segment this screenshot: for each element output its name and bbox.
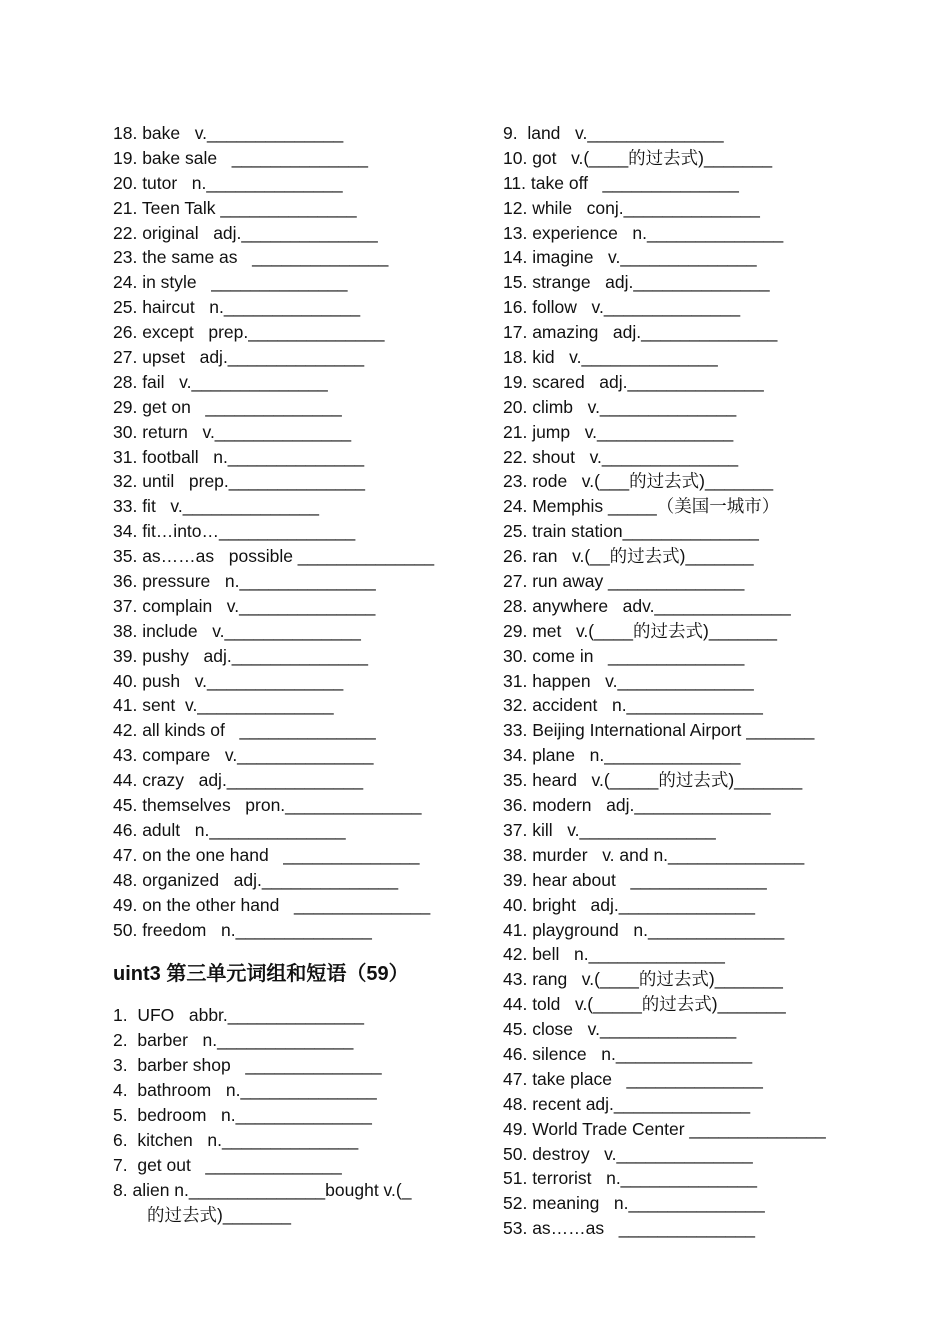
list-item bbox=[503, 843, 848, 868]
item-text: Memphis _____（美国一城市） bbox=[527, 496, 780, 517]
list-item bbox=[503, 868, 848, 893]
list-item bbox=[113, 693, 483, 718]
item-text: return v.______________ bbox=[137, 421, 352, 442]
item-number: 25. bbox=[113, 297, 138, 318]
list-item bbox=[113, 893, 483, 918]
item-text: land v.______________ bbox=[517, 123, 724, 143]
list-item bbox=[503, 669, 848, 694]
item-number: 46. bbox=[503, 1043, 528, 1064]
list-item bbox=[503, 295, 848, 320]
item-text: experience n.______________ bbox=[527, 222, 784, 243]
item-number: 27. bbox=[113, 347, 138, 368]
list-item bbox=[503, 718, 848, 743]
item-number: 37. bbox=[503, 819, 528, 840]
item-number: 30. bbox=[503, 645, 528, 666]
item-number: 43. bbox=[113, 745, 138, 766]
item-number: 43. bbox=[503, 969, 528, 990]
list-item bbox=[113, 1028, 483, 1053]
item-text: imagine v.______________ bbox=[527, 247, 757, 268]
item-number: 11. bbox=[503, 172, 527, 193]
item-number: 35. bbox=[113, 546, 138, 567]
list-item bbox=[503, 1142, 848, 1167]
list-item bbox=[113, 718, 483, 743]
item-text: fit v.______________ bbox=[137, 496, 319, 517]
item-number: 31. bbox=[113, 446, 138, 467]
list-item bbox=[503, 245, 848, 270]
item-number: 31. bbox=[503, 670, 528, 691]
item-number: 48. bbox=[503, 1093, 528, 1114]
item-number: 21. bbox=[503, 421, 528, 442]
list-item bbox=[113, 146, 483, 171]
item-text: rang v.(____的过去式)_______ bbox=[527, 969, 783, 990]
item-text: train station______________ bbox=[527, 521, 759, 542]
item-text: complain v.______________ bbox=[137, 595, 376, 616]
list-item bbox=[503, 942, 848, 967]
item-number: 27. bbox=[503, 571, 528, 592]
item-number: 29. bbox=[113, 396, 138, 417]
list-item bbox=[113, 320, 483, 345]
item-number: 18. bbox=[503, 347, 528, 368]
item-number: 17. bbox=[503, 322, 528, 343]
item-text: got v.(____的过去式)_______ bbox=[527, 147, 773, 168]
item-text: rode v.(___的过去式)_______ bbox=[527, 471, 774, 492]
item-text: bedroom n.______________ bbox=[127, 1104, 372, 1125]
item-text: push v.______________ bbox=[137, 670, 344, 691]
item-number: 8. bbox=[113, 1179, 128, 1200]
list-item bbox=[503, 918, 848, 943]
left-column bbox=[113, 121, 483, 1227]
item-number: 53. bbox=[503, 1218, 528, 1239]
item-text: strange adj.______________ bbox=[527, 272, 770, 293]
item-number: 7. bbox=[113, 1154, 128, 1175]
item-number: 37. bbox=[113, 595, 138, 616]
list-item bbox=[503, 270, 848, 295]
item-text: bake sale ______________ bbox=[137, 147, 368, 168]
list-item bbox=[503, 1216, 848, 1241]
item-text: Beijing International Airport _______ bbox=[527, 720, 815, 741]
section-heading: uint3 第三单元词组和短语（59） bbox=[113, 963, 409, 986]
item-text: pushy adj.______________ bbox=[137, 645, 368, 666]
item-number: 38. bbox=[113, 620, 138, 641]
item-text: take off ______________ bbox=[526, 172, 739, 193]
item-text: shout v.______________ bbox=[527, 446, 739, 467]
item-text: on the other hand ______________ bbox=[137, 894, 431, 915]
item-number: 21. bbox=[113, 197, 138, 218]
item-number: 39. bbox=[503, 869, 528, 890]
item-text: except prep.______________ bbox=[137, 322, 385, 343]
item-text: until prep.______________ bbox=[137, 471, 366, 492]
item-number: 15. bbox=[503, 272, 528, 293]
list-item bbox=[113, 469, 483, 494]
item-text: heard v.(_____的过去式)_______ bbox=[527, 770, 803, 791]
list-item bbox=[113, 1153, 483, 1178]
item-number: 52. bbox=[503, 1193, 528, 1214]
list-item bbox=[503, 320, 848, 345]
list-item bbox=[113, 395, 483, 420]
item-number: 36. bbox=[113, 571, 138, 592]
list-item bbox=[113, 544, 483, 569]
list-item bbox=[113, 121, 483, 146]
item-number: 20. bbox=[503, 396, 528, 417]
item-number: 6. bbox=[113, 1129, 128, 1150]
item-text: told v.(_____的过去式)_______ bbox=[527, 994, 786, 1015]
list-item bbox=[503, 1092, 848, 1117]
list-item bbox=[503, 967, 848, 992]
list-item bbox=[113, 519, 483, 544]
list-item bbox=[503, 420, 848, 445]
item-text: adult n.______________ bbox=[137, 819, 346, 840]
item-text: bell n.______________ bbox=[527, 944, 725, 965]
list-item bbox=[503, 569, 848, 594]
item-number: 44. bbox=[503, 994, 528, 1015]
item-number: 50. bbox=[503, 1143, 528, 1164]
list-item bbox=[503, 1166, 848, 1191]
item-number: 2. bbox=[113, 1030, 128, 1051]
item-number: 35. bbox=[503, 770, 528, 791]
item-number: 46. bbox=[113, 819, 138, 840]
item-text: kill v.______________ bbox=[527, 819, 716, 840]
item-number: 24. bbox=[503, 496, 528, 517]
item-number: 47. bbox=[113, 844, 138, 865]
item-text: UFO abbr.______________ bbox=[127, 1005, 365, 1026]
list-item bbox=[113, 1053, 483, 1078]
item-text: murder v. and n.______________ bbox=[527, 844, 805, 865]
item-number: 38. bbox=[503, 844, 528, 865]
item-number: 24. bbox=[113, 272, 138, 293]
item-text: recent adj.______________ bbox=[527, 1093, 751, 1114]
item-number: 32. bbox=[113, 471, 138, 492]
item-number: 33. bbox=[503, 720, 528, 741]
item-number: 14. bbox=[503, 247, 528, 268]
list-item bbox=[503, 992, 848, 1017]
item-number: 22. bbox=[503, 446, 528, 467]
list-item bbox=[113, 270, 483, 295]
right-column bbox=[503, 121, 848, 1241]
item-number: 23. bbox=[503, 471, 528, 492]
item-number: 29. bbox=[503, 620, 528, 641]
item-number: 30. bbox=[113, 421, 138, 442]
item-text: themselves pron.______________ bbox=[137, 795, 422, 816]
item-text: amazing adj.______________ bbox=[527, 322, 778, 343]
list-item bbox=[113, 196, 483, 221]
list-item bbox=[113, 669, 483, 694]
item-text: football n.______________ bbox=[137, 446, 365, 467]
list-item bbox=[113, 1178, 483, 1228]
item-text: sent v.______________ bbox=[137, 695, 334, 716]
item-number: 47. bbox=[503, 1068, 528, 1089]
item-number: 18. bbox=[113, 123, 138, 143]
list-item bbox=[113, 221, 483, 246]
item-text: include v.______________ bbox=[137, 620, 361, 641]
item-text: while conj.______________ bbox=[527, 197, 760, 218]
item-text: pressure n.______________ bbox=[137, 571, 376, 592]
item-number: 1. bbox=[113, 1005, 128, 1026]
list-item bbox=[113, 295, 483, 320]
list-item bbox=[113, 1128, 483, 1153]
item-number: 19. bbox=[113, 147, 138, 168]
list-item bbox=[503, 693, 848, 718]
list-item bbox=[503, 445, 848, 470]
list-item bbox=[503, 345, 848, 370]
item-number: 22. bbox=[113, 222, 138, 243]
item-text: jump v.______________ bbox=[527, 421, 734, 442]
item-text: met v.(____的过去式)_______ bbox=[527, 620, 777, 641]
list-item bbox=[503, 743, 848, 768]
list-item bbox=[503, 818, 848, 843]
list-item bbox=[113, 445, 483, 470]
item-number: 10. bbox=[503, 147, 528, 168]
item-text: climb v.______________ bbox=[527, 396, 737, 417]
item-number: 45. bbox=[113, 795, 138, 816]
item-text: accident n.______________ bbox=[527, 695, 763, 716]
list-item bbox=[113, 1003, 483, 1028]
list-item bbox=[113, 1078, 483, 1103]
list-item bbox=[503, 1117, 848, 1142]
item-text: bake v.______________ bbox=[137, 123, 344, 143]
item-number: 20. bbox=[113, 172, 138, 193]
vocab-list-unit3-continued bbox=[503, 121, 848, 1241]
list-item bbox=[503, 1042, 848, 1067]
item-number: 42. bbox=[113, 720, 138, 741]
item-number: 50. bbox=[113, 919, 138, 940]
item-number: 28. bbox=[503, 595, 528, 616]
item-number: 44. bbox=[113, 770, 138, 791]
list-item bbox=[503, 893, 848, 918]
list-item bbox=[503, 494, 848, 519]
item-text-continued: 的过去式)_______ bbox=[147, 1204, 291, 1225]
list-item bbox=[113, 245, 483, 270]
list-item bbox=[113, 619, 483, 644]
list-item bbox=[113, 420, 483, 445]
item-number: 34. bbox=[503, 745, 528, 766]
item-text: silence n.______________ bbox=[527, 1043, 753, 1064]
list-item bbox=[113, 494, 483, 519]
item-number: 40. bbox=[503, 894, 528, 915]
item-text: run away ______________ bbox=[527, 571, 745, 592]
item-number: 42. bbox=[503, 944, 528, 965]
list-item bbox=[113, 1103, 483, 1128]
list-item bbox=[503, 793, 848, 818]
item-text: playground n.______________ bbox=[527, 919, 785, 940]
list-item bbox=[503, 619, 848, 644]
list-item bbox=[503, 1067, 848, 1092]
item-text: meaning n.______________ bbox=[527, 1193, 765, 1214]
vocab-list-unit2-continued bbox=[113, 121, 483, 942]
item-number: 48. bbox=[113, 869, 138, 890]
list-item bbox=[113, 370, 483, 395]
list-item bbox=[113, 868, 483, 893]
item-text: terrorist n.______________ bbox=[527, 1168, 757, 1189]
item-text: happen v.______________ bbox=[527, 670, 754, 691]
list-item bbox=[503, 1191, 848, 1216]
list-item bbox=[113, 644, 483, 669]
item-number: 25. bbox=[503, 521, 528, 542]
list-item bbox=[503, 768, 848, 793]
item-number: 12. bbox=[503, 197, 528, 218]
item-text: kitchen n.______________ bbox=[127, 1129, 359, 1150]
item-number: 26. bbox=[113, 322, 138, 343]
list-item bbox=[503, 370, 848, 395]
item-text: haircut n.______________ bbox=[137, 297, 361, 318]
item-number: 16. bbox=[503, 297, 528, 318]
item-text: alien n.______________bought v.(_ bbox=[127, 1179, 412, 1200]
item-text: organized adj.______________ bbox=[137, 869, 399, 890]
list-item bbox=[503, 469, 848, 494]
list-item bbox=[503, 594, 848, 619]
item-number: 5. bbox=[113, 1104, 128, 1125]
list-item bbox=[503, 221, 848, 246]
item-text: scared adj.______________ bbox=[527, 371, 764, 392]
item-text: tutor n.______________ bbox=[137, 172, 343, 193]
list-item bbox=[503, 121, 848, 146]
item-number: 41. bbox=[503, 919, 528, 940]
item-number: 28. bbox=[113, 371, 138, 392]
item-text: hear about ______________ bbox=[527, 869, 767, 890]
list-item bbox=[113, 171, 483, 196]
item-number: 13. bbox=[503, 222, 528, 243]
item-number: 34. bbox=[113, 521, 138, 542]
item-text: follow v.______________ bbox=[527, 297, 741, 318]
item-text: ran v.(__的过去式)_______ bbox=[527, 546, 754, 567]
item-number: 36. bbox=[503, 795, 528, 816]
item-text: barber n.______________ bbox=[127, 1030, 354, 1051]
item-number: 33. bbox=[113, 496, 138, 517]
list-item bbox=[113, 918, 483, 943]
item-number: 51. bbox=[503, 1168, 528, 1189]
item-text: bright adj.______________ bbox=[527, 894, 756, 915]
item-text: plane n.______________ bbox=[527, 745, 741, 766]
item-text: compare v.______________ bbox=[137, 745, 374, 766]
item-text: kid v.______________ bbox=[527, 347, 718, 368]
item-text: as……as ______________ bbox=[527, 1218, 755, 1239]
list-item bbox=[113, 569, 483, 594]
item-text: freedom n.______________ bbox=[137, 919, 372, 940]
item-text: close v.______________ bbox=[527, 1019, 737, 1040]
item-text: World Trade Center ______________ bbox=[527, 1118, 826, 1139]
item-number: 32. bbox=[503, 695, 528, 716]
item-text: fit…into…______________ bbox=[137, 521, 356, 542]
list-item bbox=[113, 768, 483, 793]
item-number: 39. bbox=[113, 645, 138, 666]
item-text: barber shop ______________ bbox=[127, 1055, 382, 1076]
list-item bbox=[113, 818, 483, 843]
item-number: 49. bbox=[503, 1118, 528, 1139]
item-text: as……as possible ______________ bbox=[137, 546, 435, 567]
item-text: the same as ______________ bbox=[137, 247, 389, 268]
item-text: original adj.______________ bbox=[137, 222, 378, 243]
list-item bbox=[503, 171, 848, 196]
item-text: come in ______________ bbox=[527, 645, 745, 666]
list-item bbox=[503, 146, 848, 171]
item-number: 26. bbox=[503, 546, 528, 567]
item-number: 45. bbox=[503, 1019, 528, 1040]
item-text: crazy adj.______________ bbox=[137, 770, 364, 791]
item-text: all kinds of ______________ bbox=[137, 720, 376, 741]
item-number: 41. bbox=[113, 695, 138, 716]
item-text: on the one hand ______________ bbox=[137, 844, 420, 865]
item-text: Teen Talk ______________ bbox=[137, 197, 357, 218]
item-text: upset adj.______________ bbox=[137, 347, 365, 368]
list-item bbox=[503, 644, 848, 669]
item-number: 23. bbox=[113, 247, 138, 268]
vocab-list-unit3 bbox=[113, 1003, 483, 1177]
list-item bbox=[503, 1017, 848, 1042]
list-item bbox=[113, 843, 483, 868]
item-text: destroy v.______________ bbox=[527, 1143, 753, 1164]
item-number: 3. bbox=[113, 1055, 128, 1076]
item-text: modern adj.______________ bbox=[527, 795, 771, 816]
list-item bbox=[503, 395, 848, 420]
item-text: bathroom n.______________ bbox=[127, 1080, 377, 1101]
item-text: in style ______________ bbox=[137, 272, 348, 293]
list-item bbox=[113, 793, 483, 818]
item-number: 40. bbox=[113, 670, 138, 691]
list-item bbox=[503, 196, 848, 221]
item-number: 9. bbox=[503, 123, 518, 143]
list-item bbox=[113, 345, 483, 370]
item-text: fail v.______________ bbox=[137, 371, 328, 392]
item-number: 19. bbox=[503, 371, 528, 392]
list-item bbox=[113, 743, 483, 768]
item-text: take place ______________ bbox=[527, 1068, 763, 1089]
item-text: anywhere adv.______________ bbox=[527, 595, 791, 616]
item-number: 4. bbox=[113, 1080, 128, 1101]
item-number: 49. bbox=[113, 894, 138, 915]
list-item bbox=[113, 594, 483, 619]
list-item bbox=[503, 519, 848, 544]
item-text: get on ______________ bbox=[137, 396, 342, 417]
list-item bbox=[503, 544, 848, 569]
item-text: get out ______________ bbox=[127, 1154, 342, 1175]
